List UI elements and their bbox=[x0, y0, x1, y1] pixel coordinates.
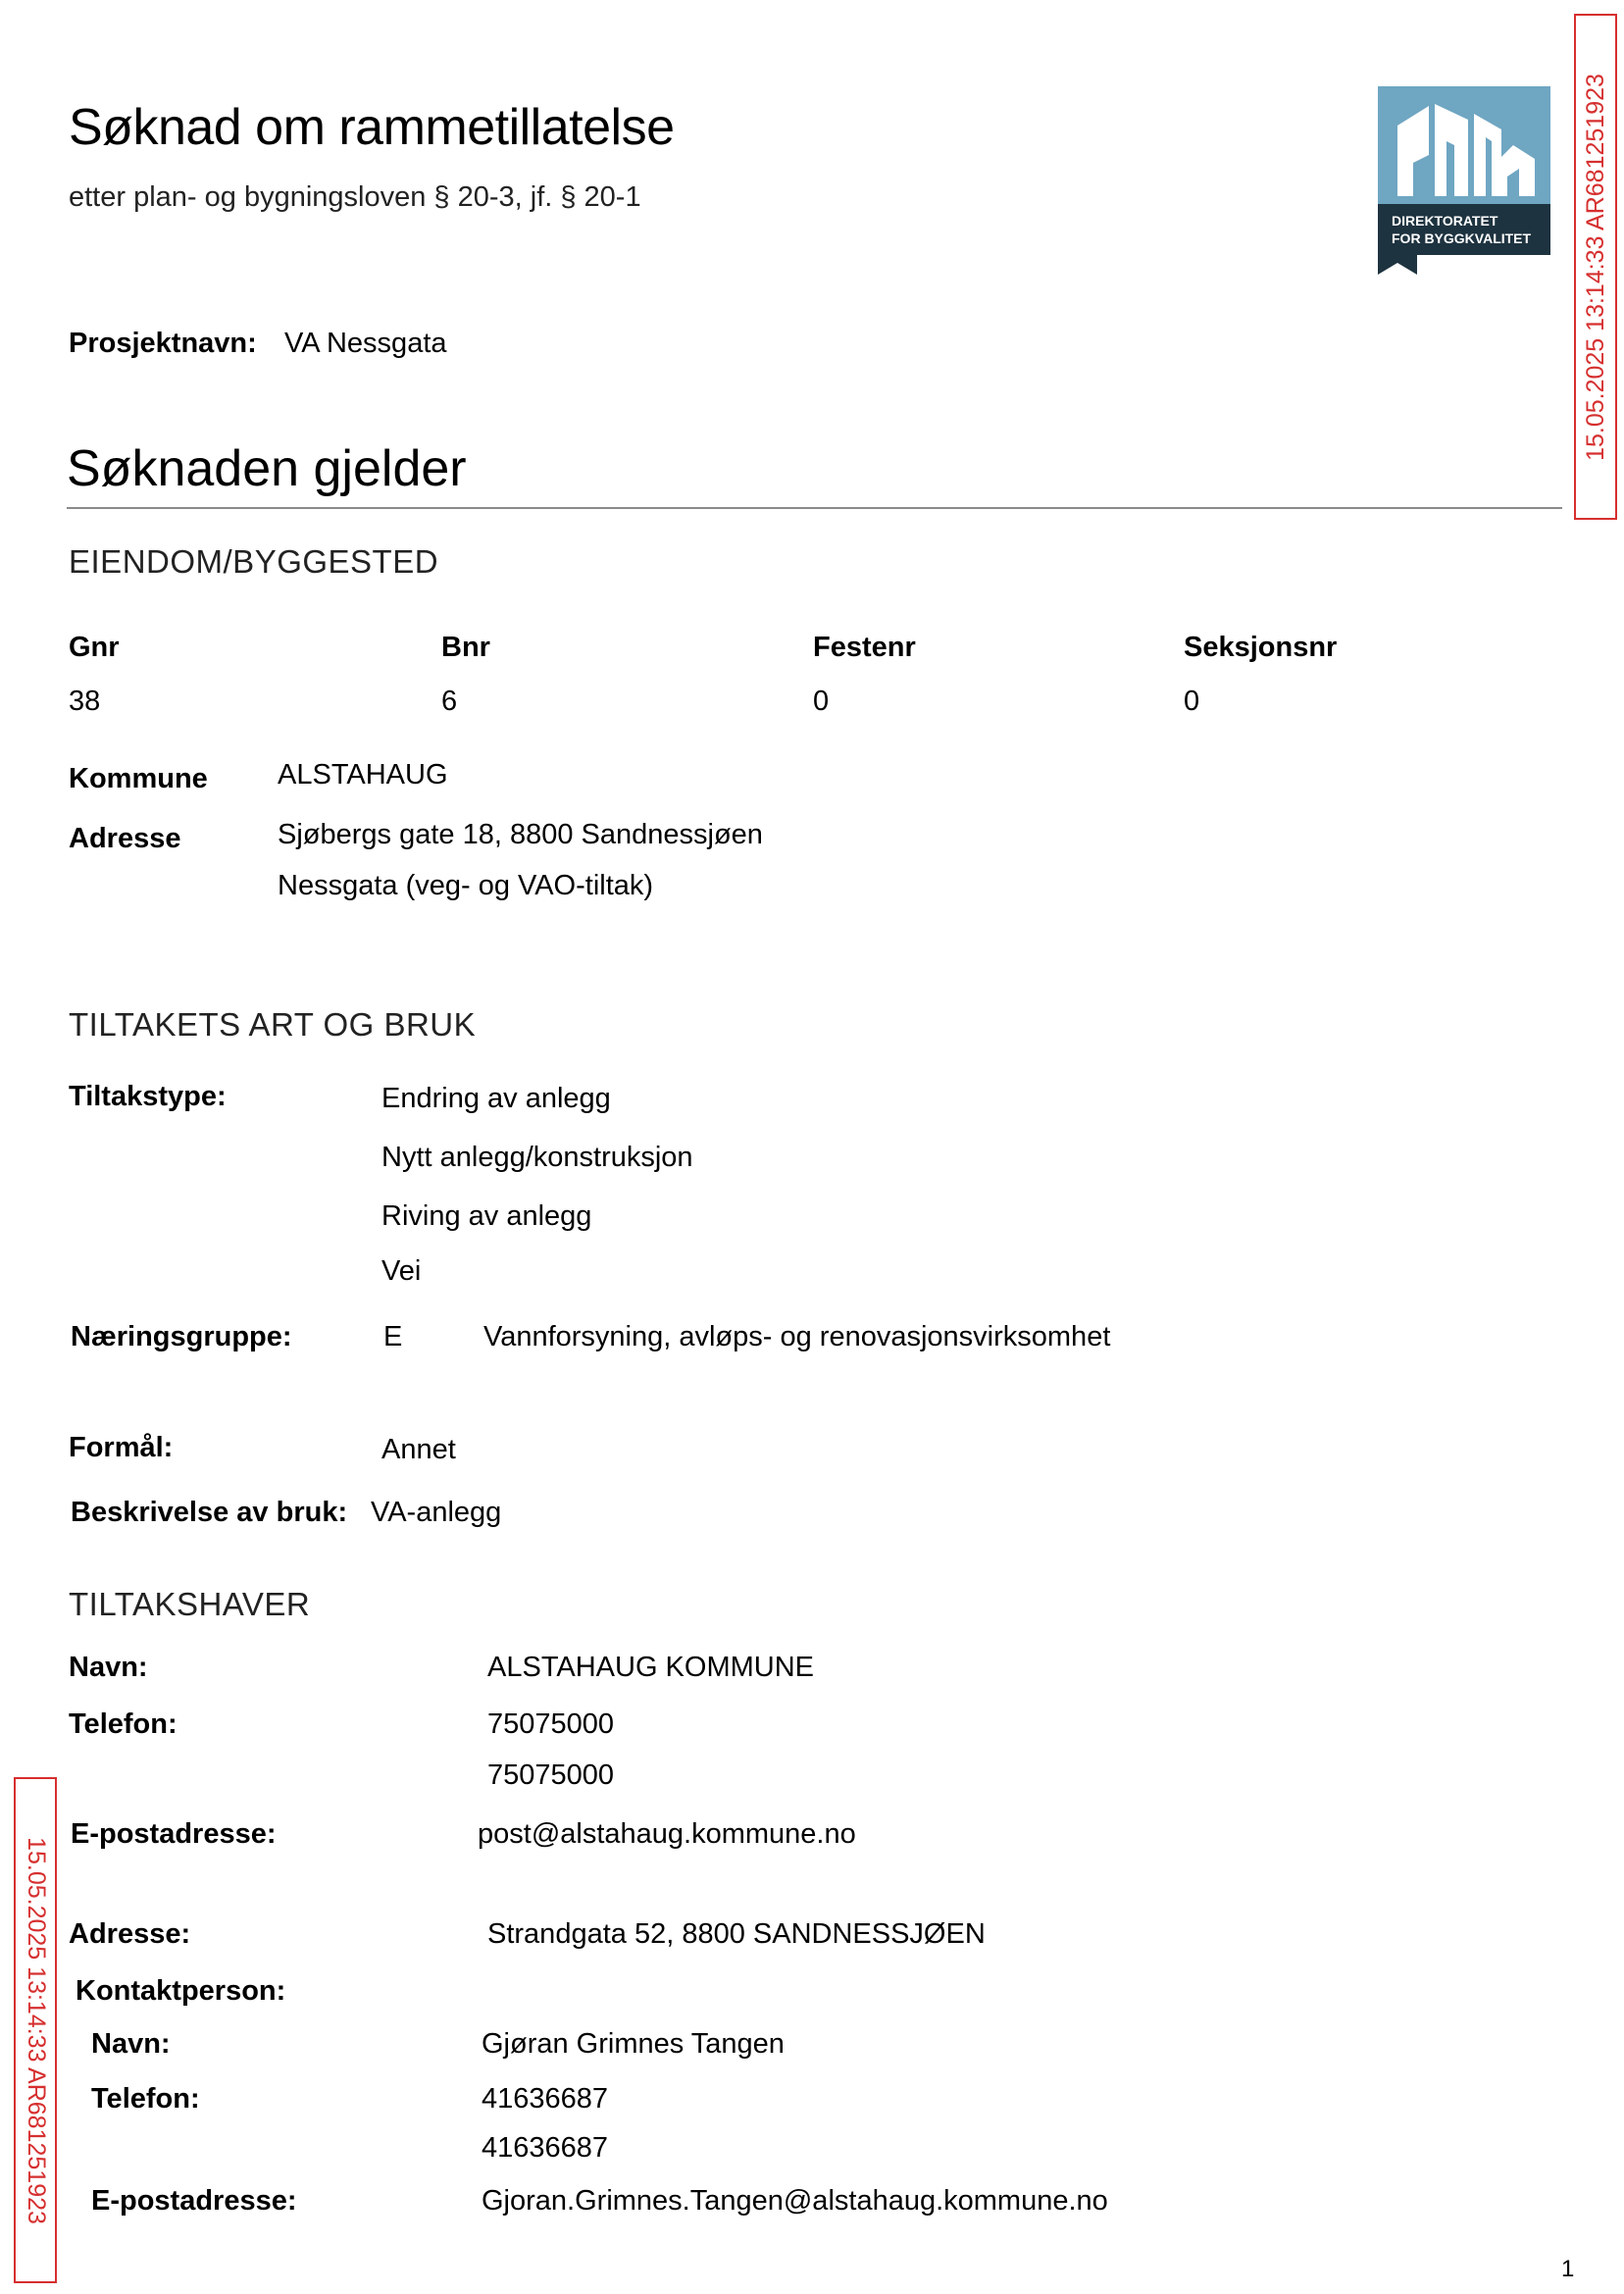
page-number: 1 bbox=[1561, 2256, 1575, 2282]
tiltakstype-item: Endring av anlegg bbox=[381, 1083, 611, 1114]
timestamp-stamp-top bbox=[1574, 14, 1617, 520]
project-name-label: Prosjektnavn: bbox=[69, 328, 257, 359]
tiltakshaver-telefon-label: Telefon: bbox=[69, 1708, 178, 1740]
stamp-text: 15.05.2025 13:14:33 AR681251923 bbox=[1581, 73, 1609, 461]
property-heading: EIENDOM/BYGGESTED bbox=[69, 543, 439, 580]
tiltakshaver-adresse-value: Strandgata 52, 8800 SANDNESSJØEN bbox=[487, 1918, 986, 1950]
naeringsgruppe-code: E bbox=[383, 1321, 403, 1352]
bruk-value: VA-anlegg bbox=[371, 1497, 502, 1528]
tiltakshaver-telefon-value: 75075000 bbox=[487, 1759, 615, 1791]
festenr-label: Festenr bbox=[813, 632, 916, 663]
naeringsgruppe-label: Næringsgruppe: bbox=[71, 1321, 292, 1352]
section-title: Søknaden gjelder bbox=[67, 440, 467, 497]
bnr-label: Bnr bbox=[441, 632, 490, 663]
kontakt-navn-value: Gjøran Grimnes Tangen bbox=[482, 2028, 785, 2060]
kontakt-navn-label: Navn: bbox=[91, 2028, 171, 2060]
formal-value: Annet bbox=[381, 1434, 456, 1465]
seksjonsnr-label: Seksjonsnr bbox=[1184, 632, 1338, 663]
tiltakshaver-adresse-label: Adresse: bbox=[69, 1918, 191, 1950]
adresse-line-1: Sjøbergs gate 18, 8800 Sandnessjøen bbox=[278, 819, 763, 850]
document-title: Søknad om rammetillatelse bbox=[69, 99, 675, 156]
gnr-value: 38 bbox=[69, 686, 101, 717]
tiltakshaver-navn-label: Navn: bbox=[69, 1652, 148, 1683]
tiltakshaver-epost-label: E-postadresse: bbox=[71, 1818, 277, 1850]
gnr-label: Gnr bbox=[69, 632, 120, 663]
section-divider bbox=[67, 507, 1562, 509]
naeringsgruppe-text: Vannforsyning, avløps- og renovasjonsvirksomhet bbox=[483, 1321, 1111, 1352]
dibk-logo bbox=[1378, 86, 1550, 275]
tiltak-heading: TILTAKETS ART OG BRUK bbox=[69, 1006, 477, 1043]
tiltakshaver-navn-value: ALSTAHAUG KOMMUNE bbox=[487, 1652, 815, 1683]
kontakt-telefon-value: 41636687 bbox=[482, 2132, 609, 2164]
formal-label: Formål: bbox=[69, 1432, 174, 1463]
kontaktperson-label: Kontaktperson: bbox=[76, 1975, 286, 2007]
kommune-label: Kommune bbox=[69, 763, 208, 794]
kontakt-telefon-label: Telefon: bbox=[91, 2083, 200, 2115]
document-subtitle: etter plan- og bygningsloven § 20-3, jf. § 20-1 bbox=[69, 181, 641, 213]
festenr-value: 0 bbox=[813, 686, 830, 717]
project-name-value: VA Nessgata bbox=[284, 328, 447, 359]
seksjonsnr-value: 0 bbox=[1184, 686, 1200, 717]
logo-text-line1: DIREKTORATET bbox=[1392, 213, 1498, 229]
bruk-label: Beskrivelse av bruk: bbox=[71, 1497, 348, 1528]
tiltakstype-item: Riving av anlegg bbox=[381, 1200, 592, 1232]
adresse-line-2: Nessgata (veg- og VAO-tiltak) bbox=[278, 870, 654, 901]
bnr-value: 6 bbox=[441, 686, 458, 717]
tiltakshaver-heading: TILTAKSHAVER bbox=[69, 1586, 311, 1622]
tiltakstype-item: Vei bbox=[381, 1255, 422, 1287]
adresse-label: Adresse bbox=[69, 823, 181, 854]
tiltakshaver-telefon-value: 75075000 bbox=[487, 1708, 615, 1740]
kommune-value: ALSTAHAUG bbox=[278, 759, 448, 790]
logo-text-line2: FOR BYGGKVALITET bbox=[1392, 230, 1532, 246]
tiltakstype-item: Nytt anlegg/konstruksjon bbox=[381, 1142, 693, 1173]
kontakt-epost-label: E-postadresse: bbox=[91, 2185, 297, 2217]
tiltakstype-label: Tiltakstype: bbox=[69, 1081, 227, 1112]
timestamp-stamp-left bbox=[14, 1777, 57, 2283]
tiltakshaver-epost-value: post@alstahaug.kommune.no bbox=[478, 1818, 856, 1850]
kontakt-epost-value: Gjoran.Grimnes.Tangen@alstahaug.kommune.no bbox=[482, 2185, 1108, 2217]
kontakt-telefon-value: 41636687 bbox=[482, 2083, 609, 2115]
stamp-text: 15.05.2025 13:14:33 AR681251923 bbox=[22, 1836, 50, 2224]
